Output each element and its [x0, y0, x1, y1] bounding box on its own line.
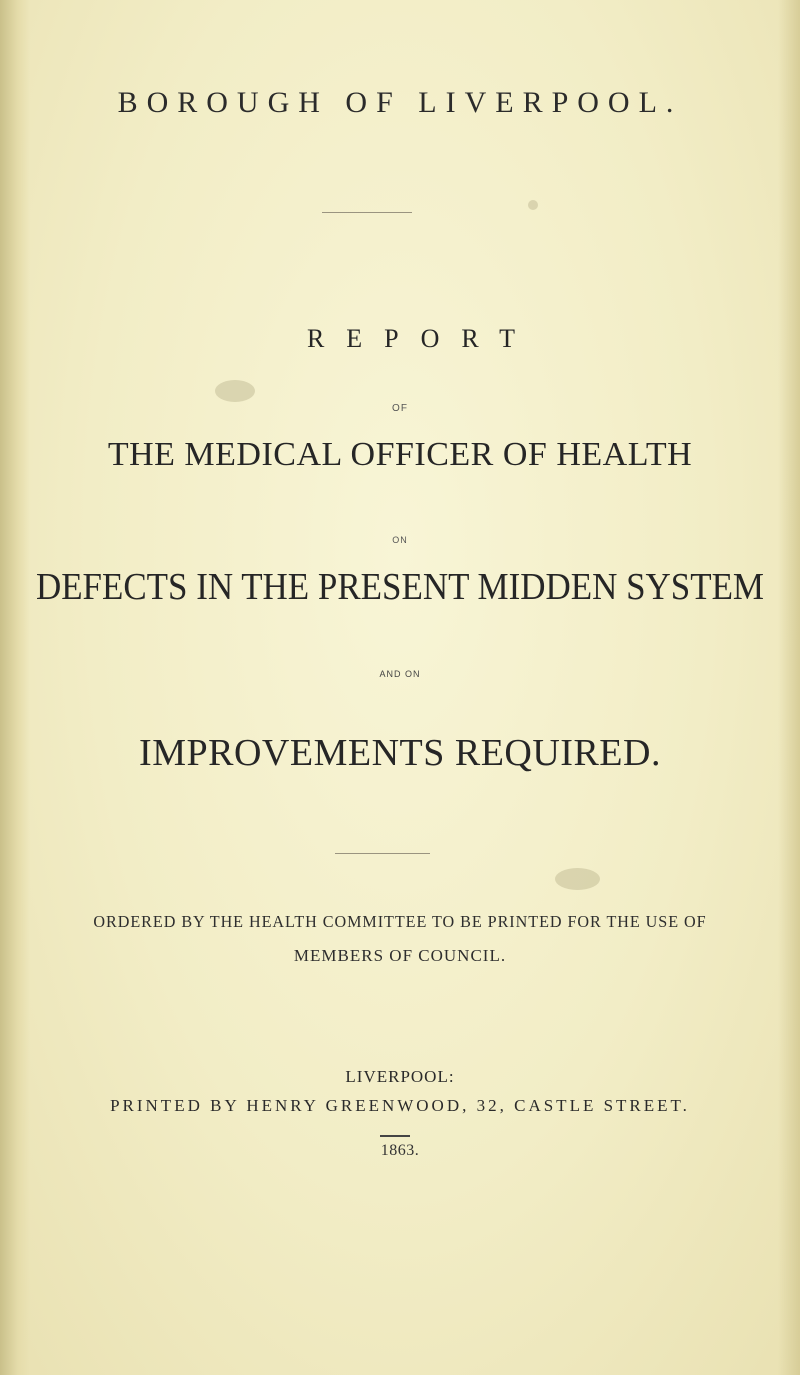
imprint-place: LIVERPOOL: — [345, 1067, 455, 1086]
defects-heading: DEFECTS IN THE PRESENT MIDDEN SYSTEM — [35, 566, 765, 608]
foxing-spot — [215, 380, 255, 402]
divider-rule — [380, 1135, 410, 1137]
improvements-heading: IMPROVEMENTS REQUIRED. — [139, 732, 661, 774]
ordered-text-line-2: MEMBERS OF COUNCIL. — [293, 946, 507, 965]
foxing-spot — [555, 868, 600, 890]
ordered-text-line-1: ORDERED BY THE HEALTH COMMITTEE TO BE PRINTED FOR THE USE OF — [93, 912, 707, 931]
divider-rule — [335, 853, 430, 854]
on-connector: ON — [392, 535, 408, 545]
page-edge-shadow-left — [0, 0, 30, 1375]
imprint-printer: PRINTED BY HENRY GREENWOOD, 32, CASTLE STREET. — [110, 1096, 690, 1115]
and-on-connector: AND ON — [379, 669, 421, 679]
page-edge-shadow-right — [778, 0, 800, 1375]
foxing-spot — [528, 200, 538, 210]
report-title: REPORT — [306, 324, 538, 353]
borough-heading: BOROUGH OF LIVERPOOL. — [117, 86, 683, 119]
officer-heading: THE MEDICAL OFFICER OF HEALTH — [107, 436, 693, 473]
imprint-year: 1863. — [380, 1142, 420, 1159]
divider-rule — [322, 212, 412, 213]
of-connector: OF — [392, 403, 408, 414]
